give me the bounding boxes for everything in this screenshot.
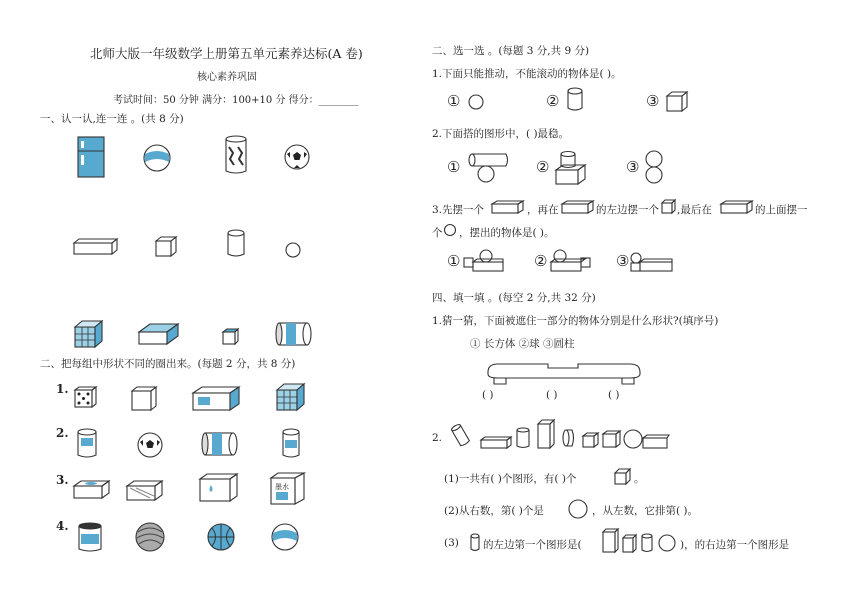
cylinder-on-cube-icon: [555, 150, 587, 186]
q2-sub-1-text-a: (1)一共有( )个图形，有( )个: [444, 473, 577, 485]
question-3-part-b: ，再在: [527, 204, 559, 216]
beach-ball-icon: [143, 144, 173, 174]
cube-shape-icon: [155, 236, 177, 258]
yarn-ball-icon: [135, 522, 167, 554]
q2-option-2-label: ②: [536, 158, 550, 176]
rubik-cube-icon: [276, 383, 306, 411]
q1-answer-blank-1[interactable]: ( ): [482, 389, 494, 401]
can-icon: [224, 135, 248, 175]
sphere-inline-icon: [444, 224, 458, 238]
q2-option-3-label: ③: [626, 158, 640, 176]
section-2-row-4-label: 4.: [56, 519, 69, 533]
cube-inline-icon: [661, 199, 677, 215]
question-3-part-a: 3.先摆一个: [432, 204, 485, 216]
q1-option-1-label: ①: [447, 92, 461, 110]
q2-sub-1-text-b: 。: [634, 473, 645, 485]
cuboid-inline-icon: [491, 200, 525, 214]
sphere-shape-icon: [285, 242, 303, 260]
striped-box-icon: [126, 480, 164, 502]
soccer-ball-icon: [137, 432, 165, 460]
fridge-icon: [77, 136, 107, 178]
cylinder-inline-icon: [470, 533, 482, 553]
stacked-spheres-icon: [644, 150, 666, 186]
drink-can-icon: [282, 428, 302, 460]
section-4-question-1: 1.猜一猜，下面被遮住一部分的物体分别是什么形状?(填序号): [432, 315, 719, 327]
question-2: 2.下面搭的图形中，( )最稳。: [432, 128, 570, 140]
question-3-part-f: 个: [432, 227, 443, 239]
q1-answer-blank-2[interactable]: ( ): [546, 389, 558, 401]
sphere-inline-icon: [568, 499, 590, 521]
question-3-part-e: 的上面摆一: [755, 204, 808, 216]
q1-option-2-label: ②: [546, 92, 560, 110]
shape-combo-2-icon: [550, 249, 592, 273]
ink-box-icon: [270, 472, 306, 506]
battery-icon: [276, 322, 312, 346]
section-2-row-1-label: 1.: [56, 382, 69, 396]
svg-text:墨水: 墨水: [275, 483, 289, 491]
dice-icon: [74, 386, 98, 410]
q2-sub-3-text-a: (3): [444, 537, 459, 549]
cube-inline-icon: [614, 468, 632, 486]
question-3-part-c: 的左边摆一个: [596, 204, 659, 216]
covered-shapes-board-icon: [486, 358, 642, 388]
q2-sub-2-text-a: (2)从右数，第( )个是: [444, 505, 544, 517]
page-title: 北师大版一年级数学上册第五单元素养达标(A 卷): [90, 46, 363, 61]
soccer-ball-icon: [284, 144, 312, 172]
section-4-question-2-num: 2.: [432, 432, 443, 444]
cuboid-inline-icon: [720, 200, 754, 214]
rubik-cube-icon: [74, 320, 104, 348]
q3-option-2-label: ②: [534, 252, 548, 270]
q1-answer-blank-3[interactable]: ( ): [608, 389, 620, 401]
long-box-icon: [192, 386, 240, 412]
jar-icon: [78, 522, 104, 554]
shape-combo-3-icon: [630, 249, 674, 273]
q1-legend: ① 长方体 ②球 ③圆柱: [470, 338, 575, 350]
battery-icon: [202, 432, 238, 456]
section-2-row-3-label: 3.: [56, 473, 69, 487]
q2-sub-3-text-c: )，的右边第一个图形是: [680, 539, 790, 551]
small-box-icon: [222, 328, 240, 346]
question-3-part-d: ,最后在: [677, 204, 712, 216]
cube-shape-icon: [666, 91, 688, 113]
q2-sub-3-text-b: 的左边第一个图形是(: [483, 539, 582, 551]
q3-option-1-label: ①: [447, 252, 461, 270]
cylinder-shape-icon: [567, 87, 585, 113]
shape-combo-1-icon: [463, 249, 505, 273]
section-4-title: 四、填一填 。(每空 2 分,共 32 分): [432, 292, 596, 304]
beach-ball-icon: [271, 523, 301, 553]
basketball-icon: [207, 523, 237, 553]
sphere-shape-icon: [468, 94, 486, 112]
canister-icon: [77, 428, 99, 460]
page-subtitle: 核心素养巩固: [197, 72, 257, 83]
question-3-part-g: ，摆出的物体是( )。: [459, 227, 555, 239]
q2-sub-2-text-b: ，从左数，它排第( )。: [592, 505, 699, 517]
cuboid-shape-icon: [73, 238, 119, 256]
cylinder-shape-icon: [227, 229, 247, 259]
q2-option-1-label: ①: [447, 158, 461, 176]
exam-info: 考试时间：50 分钟 满分：100+10 分 得分：________: [113, 95, 359, 106]
q1-option-3-label: ③: [646, 92, 660, 110]
milk-carton-icon: [199, 473, 239, 503]
question-1: 1.下面只能推动，不能滚动的物体是( )。: [432, 68, 622, 80]
section-3-title: 二、选一选 。(每题 3 分,共 9 分): [432, 45, 590, 57]
section-1-title: 一、认一认,连一连 。(共 8 分): [40, 113, 184, 125]
section-2-row-2-label: 2.: [56, 426, 69, 440]
answer-options-icon: [601, 528, 679, 554]
cube-outline-icon: [131, 386, 157, 412]
cylinder-on-sphere-icon: [468, 152, 510, 184]
section-2-title: 二、把每组中形状不同的圈出来。(每题 2 分，共 8 分): [40, 358, 296, 370]
shape-row-icon: [452, 418, 670, 450]
box-package-icon: [138, 322, 180, 346]
tissue-box-icon: [73, 480, 111, 500]
cuboid-inline-icon: [561, 200, 595, 214]
q3-option-3-label: ③: [616, 252, 630, 270]
